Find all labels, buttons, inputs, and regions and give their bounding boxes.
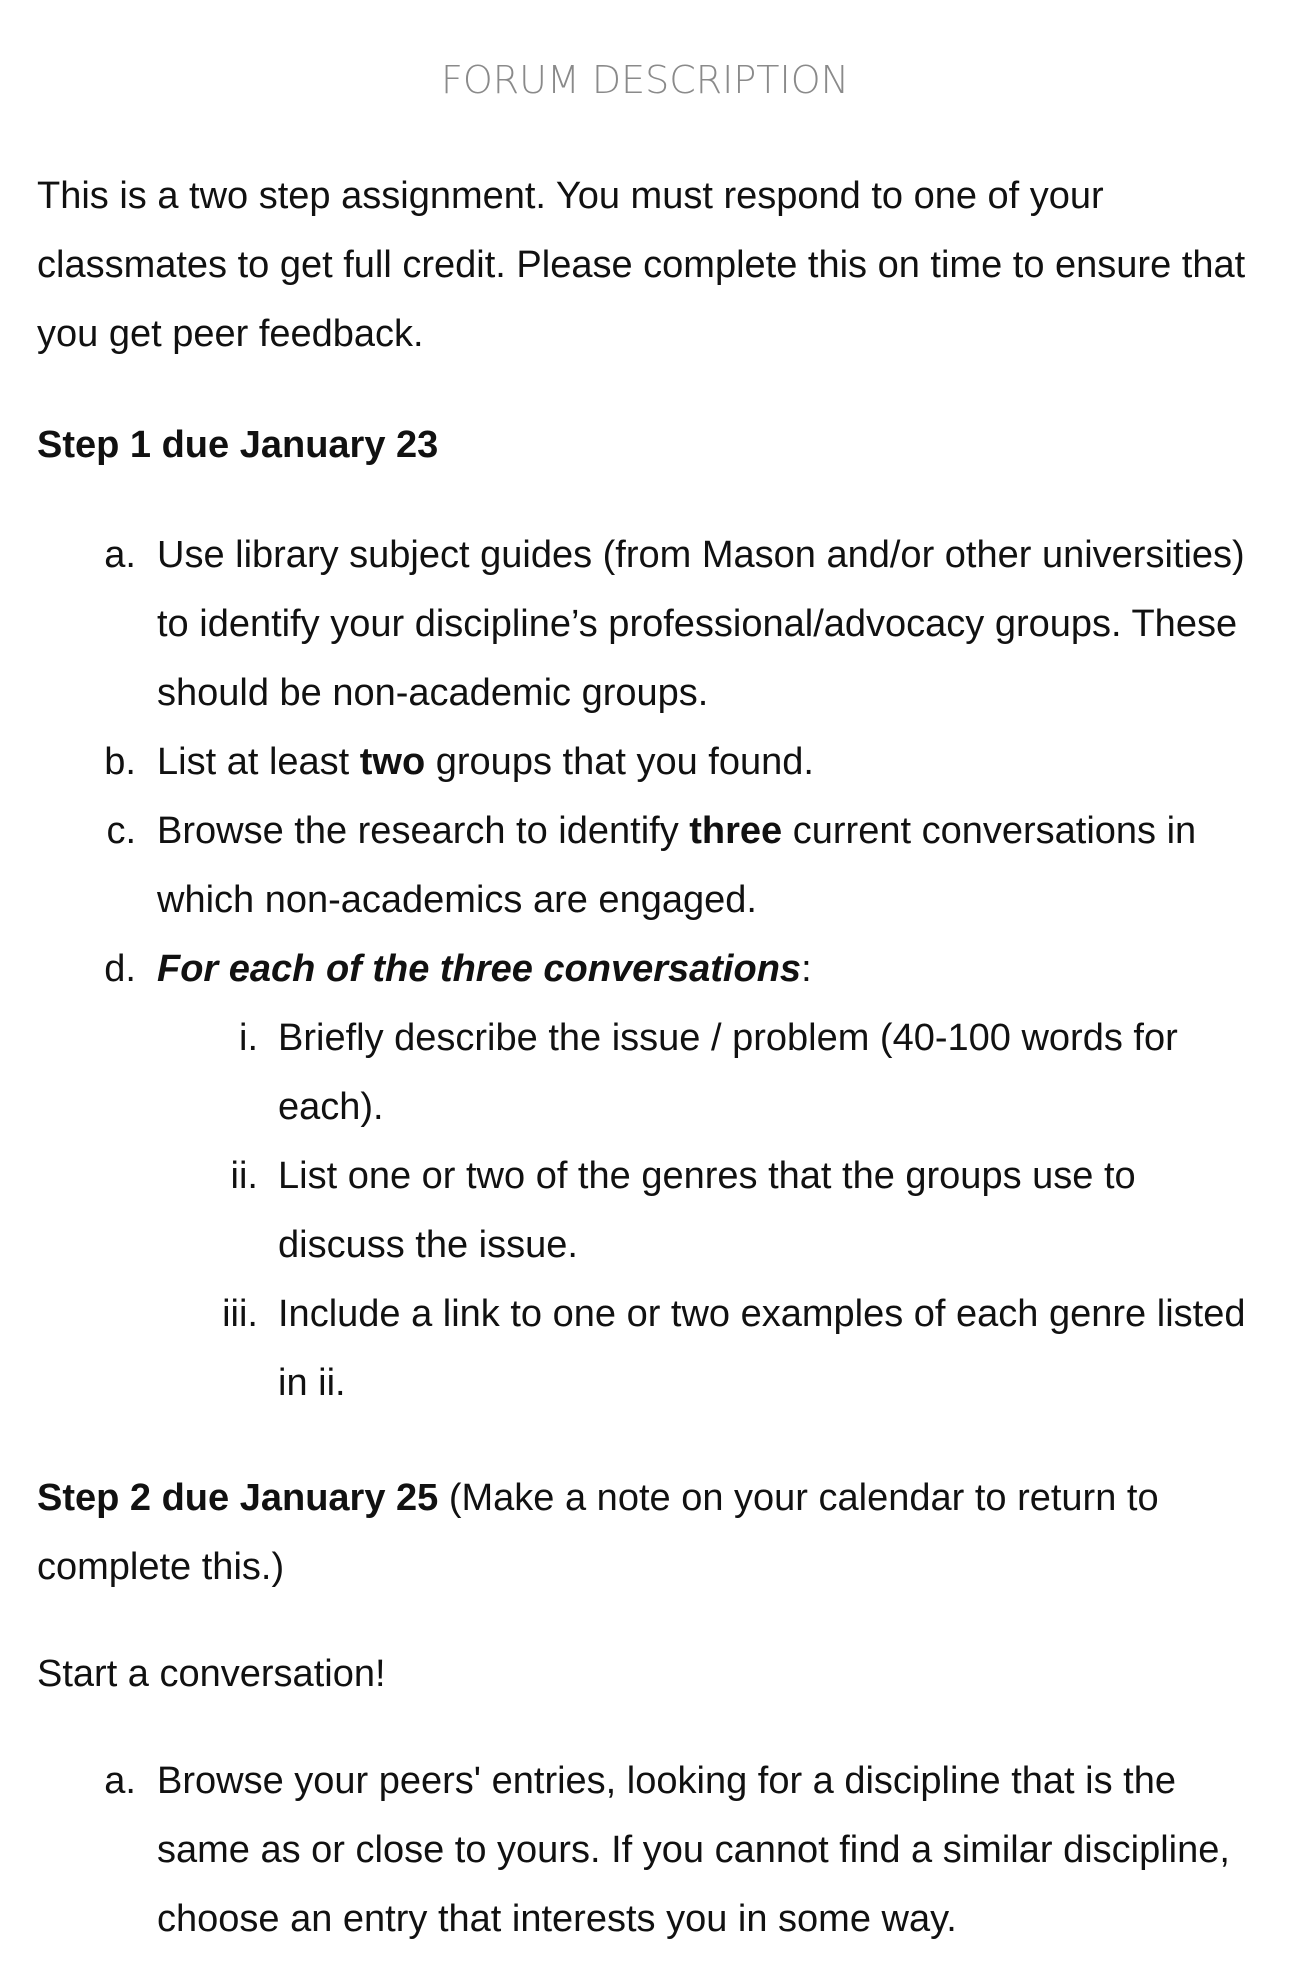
step2-list [0, 1747, 1290, 1954]
intro-paragraph: This is a two step assignment. You must respond to one of your classmates to get full credit. Please complete this on time to ensure that you get peer feedback. [37, 175, 1246, 355]
list-item-text: Use library subject guides (from Mason and/or other universities) to identify your discipline’s professional/advocacy groups. These should be non-academic groups. [157, 534, 1245, 714]
list-item-text-pre: Browse the research to identify [157, 810, 690, 852]
sublist-marker: i. [239, 1017, 258, 1059]
list-item [0, 797, 1267, 935]
list-item [0, 1747, 1267, 1954]
emphasis-each-conversation: For each of the three conversations [157, 948, 802, 990]
emphasis-three: three [689, 810, 783, 852]
sublist-item-text: Include a link to one or two examples of each genre listed in ii. [278, 1293, 1246, 1404]
list-marker: a. [104, 1760, 136, 1802]
start-conversation-text: Start a conversation! [37, 1653, 386, 1695]
list-marker: b. [104, 741, 136, 783]
sublist-marker: ii. [230, 1155, 258, 1197]
list-item [0, 728, 1267, 797]
sublist-item-text: Briefly describe the issue / problem (40-100 words for each). [278, 1017, 1178, 1128]
list-item-text-post: : [801, 948, 812, 990]
list-item [0, 935, 1267, 1418]
list-item-text-post: groups that you found. [425, 741, 814, 783]
sublist-marker: iii. [222, 1293, 258, 1335]
sublist-item [0, 1280, 1258, 1418]
step2-note: (Make a note on your calendar to return to complete this.) [37, 1477, 1159, 1588]
list-item-text-post: current conversations in which non-academics are engaged. [157, 810, 1197, 921]
sublist-item [0, 1142, 1258, 1280]
sublist-item [0, 1004, 1258, 1142]
emphasis-two: two [359, 741, 426, 783]
sublist-item-text: List one or two of the genres that the groups use to discuss the issue. [278, 1155, 1136, 1266]
page-title: FORUM DESCRIPTION [440, 58, 850, 102]
step1-sublist [0, 1004, 1267, 1418]
step1-list [0, 521, 1290, 1418]
list-marker: d. [104, 948, 136, 990]
step2-paragraph [37, 1464, 1257, 1602]
list-marker: c. [106, 810, 136, 852]
list-item-text-pre: List at least [157, 741, 360, 783]
list-marker: a. [104, 534, 136, 576]
step1-heading: Step 1 due January 23 [37, 424, 439, 466]
list-item-text: Browse your peers' entries, looking for a discipline that is the same as or close to yours. If you cannot find a similar discipline, choose an entry that interests you in some way. [157, 1760, 1230, 1940]
list-item [0, 521, 1267, 728]
step2-heading: Step 2 due January 25 [37, 1477, 439, 1519]
